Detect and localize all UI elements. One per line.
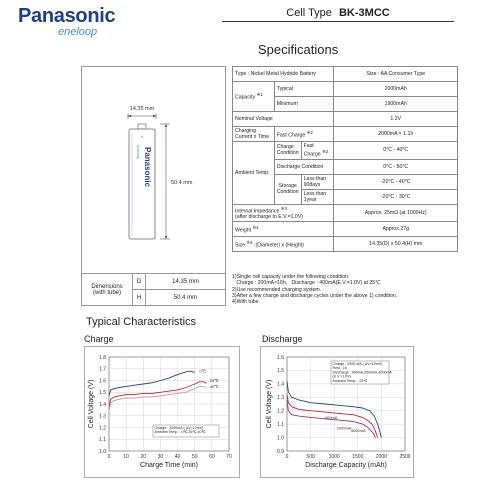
brand-logo — [18, 6, 115, 38]
spec-less-90-value: -20°C - 40°C — [334, 174, 458, 189]
x-tick-label: 2000 — [375, 454, 387, 460]
x-tick-label: 40 — [174, 454, 181, 460]
typical-characteristics-title: Typical Characteristics — [86, 316, 197, 328]
battery-sub-text: eneloop — [136, 145, 141, 160]
x-tick-label: 1500 — [352, 454, 364, 460]
y-tick-label: 1.0 — [277, 435, 284, 442]
charge-chart-frame — [84, 346, 240, 478]
x-tick-label: 0 — [107, 454, 111, 460]
spec-row-typical — [233, 82, 458, 97]
dimension-label-line1: Dimensions — [91, 284, 123, 290]
y-tick-label: 0.9 — [277, 448, 284, 455]
x-tick-label: 20 — [140, 454, 147, 460]
dimension-row-h — [133, 290, 225, 306]
spec-discharge-condition-value: 0°C - 50°C — [334, 159, 458, 174]
x-tick-label: 30 — [157, 454, 164, 460]
spec-impedance-value: Approx. 25mΩ (at 1000Hz) — [334, 204, 458, 222]
annotation-text: Charge : 2000mA (-ΔV=10mV) — [154, 426, 204, 430]
spec-row-impedance — [233, 204, 458, 222]
discharge-chart-frame — [260, 346, 414, 478]
y-tick-label: 1.5 — [99, 390, 106, 397]
y-tick-label: 1.1 — [99, 437, 106, 444]
brand-name: Panasonic — [18, 5, 116, 27]
spec-size-value: 14.35(D) x 50.4(H) mm — [334, 237, 458, 252]
spec-type: Type : Nickel Metal Hydride Battery — [233, 67, 334, 82]
series-label: 4000mA — [350, 428, 366, 434]
charge-chart — [85, 347, 239, 477]
spec-row-size — [233, 237, 458, 252]
spec-impedance-note: ※3 — [280, 205, 287, 211]
spec-fast-charge-note: ※2 — [306, 129, 313, 135]
note-line: 4)With tube. — [232, 299, 260, 306]
spec-typical-value: 2000mAh — [334, 82, 458, 97]
spec-nominal-voltage-value: 1.2V — [334, 112, 458, 127]
y-tick-label: 1.4 — [99, 401, 106, 408]
charge-chart-title: Charge — [84, 334, 114, 344]
height-dimension-label: 50.4 mm — [171, 180, 193, 186]
note-line: Charge : 200mA×16h, Discharge : 400mA(E.V.=1.0V) at 25℃ — [232, 280, 381, 287]
spec-impedance-text: Internal Impedance — [235, 208, 280, 215]
cell-type-header — [222, 7, 454, 22]
x-tick-label: 10 — [123, 454, 129, 460]
dimension-table-label — [82, 274, 133, 306]
series-line — [109, 382, 207, 407]
y-tick-label: 1.3 — [277, 395, 284, 402]
x-tick-label: 50 — [191, 454, 198, 460]
spec-minimum-label: Minimum — [274, 97, 334, 112]
spec-charging-label: Charging Current x Time — [233, 127, 275, 142]
spec-size-note: ※4 — [246, 240, 253, 246]
dimension-h-value: 50.4 mm — [173, 295, 198, 301]
y-tick-label: 1.8 — [99, 354, 106, 361]
spec-minimum-value: 1900mAh — [334, 97, 458, 112]
spec-row-type — [233, 67, 458, 82]
series-label: 0℃ — [199, 368, 207, 374]
x-tick-label: 0 — [285, 454, 289, 460]
series-label: 40℃ — [209, 383, 219, 389]
brand-sub: eneloop — [58, 26, 98, 38]
spec-size: Size : AA Consumer Type — [334, 67, 458, 82]
y-tick-label: 1.6 — [99, 378, 106, 385]
series-label: 400mA — [324, 414, 338, 420]
spec-capacity-note: ※1 — [256, 92, 263, 98]
y-axis-label: Cell Voltage (V) — [88, 379, 95, 429]
dimension-label-line2: (with tube) — [92, 290, 121, 296]
spec-discharge-condition-label: Discharge Condition — [274, 159, 334, 174]
dimension-d-value: 14.35 mm — [172, 279, 199, 285]
spec-capacity-text: Capacity — [235, 94, 256, 101]
dimension-table — [82, 273, 225, 305]
note-line: 3)After a few charge and discharge cycles under the above 1) condition. — [232, 292, 398, 299]
spec-fast-charge-text: Fast Charge — [276, 132, 306, 139]
spec-size-text: Size — [235, 242, 246, 249]
spec-size-label — [233, 237, 334, 252]
y-tick-label: 1.5 — [277, 368, 284, 375]
spec-weight-note: ※4 — [252, 225, 259, 231]
spec-weight-value: Approx.27g — [334, 222, 458, 237]
spec-ambient-label: Ambient Temp. — [233, 142, 275, 205]
y-tick-label: 1.2 — [277, 408, 284, 415]
x-tick-label: 2500 — [399, 454, 411, 460]
annotation-text: Ambient Temp. : 0℃,25℃,40℃ — [154, 430, 206, 435]
spec-row-charge-condition — [233, 142, 458, 160]
cell-type-value: BK-3MCC — [338, 7, 390, 19]
spec-weight-label — [233, 222, 334, 237]
spec-typical-label: Typical — [274, 82, 334, 97]
spec-fast-charge2-value: 0°C - 40°C — [334, 142, 458, 160]
spec-notes — [232, 274, 472, 305]
y-tick-label: 1.4 — [277, 381, 284, 388]
specifications-title: Specifications — [258, 42, 339, 57]
spec-impedance-label — [233, 204, 334, 222]
spec-less-1y-label: Less than 1year — [301, 189, 334, 204]
y-tick-label: 1.2 — [99, 425, 106, 432]
spec-row-weight — [233, 222, 458, 237]
spec-fast-charge-value: 2000mA × 1.1h — [334, 127, 458, 142]
x-tick-label: 1000 — [328, 454, 340, 460]
note-line: 1)Single cell capacity under the following condition. — [232, 274, 350, 280]
series-label: 25℃ — [209, 378, 219, 383]
battery-brand-text: Panasonic — [143, 147, 152, 188]
x-tick-label: 70 — [226, 454, 232, 460]
x-tick-label: 500 — [306, 454, 315, 460]
dimension-box — [81, 66, 226, 306]
spec-nominal-voltage-label: Nominal Voltage — [233, 112, 334, 127]
spec-capacity-label — [233, 82, 275, 112]
spec-fast-charge2-text: Fast Charge — [303, 143, 321, 158]
y-axis-label: Cell Voltage (V) — [266, 379, 273, 429]
x-axis-label: Discharge Capacity (mAh) — [305, 462, 387, 469]
annotation-text: Rest : 1h — [332, 366, 347, 371]
dimension-h-key: H — [133, 290, 146, 306]
series-label: 2000mA — [336, 425, 352, 431]
annotation-text: Discharge : 400mA,2000mA,4000mA — [332, 370, 392, 375]
y-tick-label: 1.0 — [99, 448, 106, 455]
annotation-text: Charge : 2000 mA (-ΔV=10mV) — [332, 362, 383, 366]
annotation-text: (E.V.=1.0V) — [332, 374, 351, 379]
spec-charge-condition-label: Charge Condition — [274, 142, 301, 160]
battery-diagram — [82, 67, 225, 273]
y-tick-label: 1.6 — [277, 354, 284, 361]
specifications-table — [232, 66, 458, 252]
spec-fast-charge2-label — [301, 142, 334, 160]
x-tick-label: 60 — [209, 454, 215, 460]
dimension-d-key: D — [133, 274, 146, 289]
dimension-row-d — [133, 274, 225, 290]
spec-fast-charge2-note: ※2 — [322, 149, 329, 154]
annotation-text: Ambient Temp. : 25℃ — [332, 378, 368, 383]
y-tick-label: 1.7 — [99, 366, 106, 373]
y-tick-label: 1.1 — [277, 421, 284, 428]
spec-row-nominal-voltage — [233, 112, 458, 127]
discharge-chart-title: Discharge — [262, 334, 303, 344]
discharge-chart — [261, 347, 413, 477]
note-line: 2)Use recommended charging system. — [232, 286, 322, 293]
width-dimension-label: 14.35 mm — [129, 106, 155, 112]
cell-type-label: Cell Type — [286, 7, 332, 19]
battery-plus-mark: + — [140, 134, 144, 139]
spec-size-sub: :(Diameter) x (Height) — [254, 242, 304, 249]
spec-impedance-sub: (after discharge to E.V.=1.0V) — [235, 214, 304, 221]
spec-row-charging — [233, 127, 458, 142]
x-axis-label: Charge Time (min) — [140, 462, 198, 469]
spec-less-1y-value: -20°C - 30°C — [334, 189, 458, 204]
y-tick-label: 1.3 — [99, 413, 106, 420]
spec-fast-charge-label — [274, 127, 334, 142]
spec-less-90-label: Less than 90days — [301, 174, 334, 189]
series-line — [109, 386, 207, 411]
spec-storage-condition-label: Storage Condition — [274, 174, 301, 204]
spec-weight-text: Weight — [235, 227, 252, 234]
